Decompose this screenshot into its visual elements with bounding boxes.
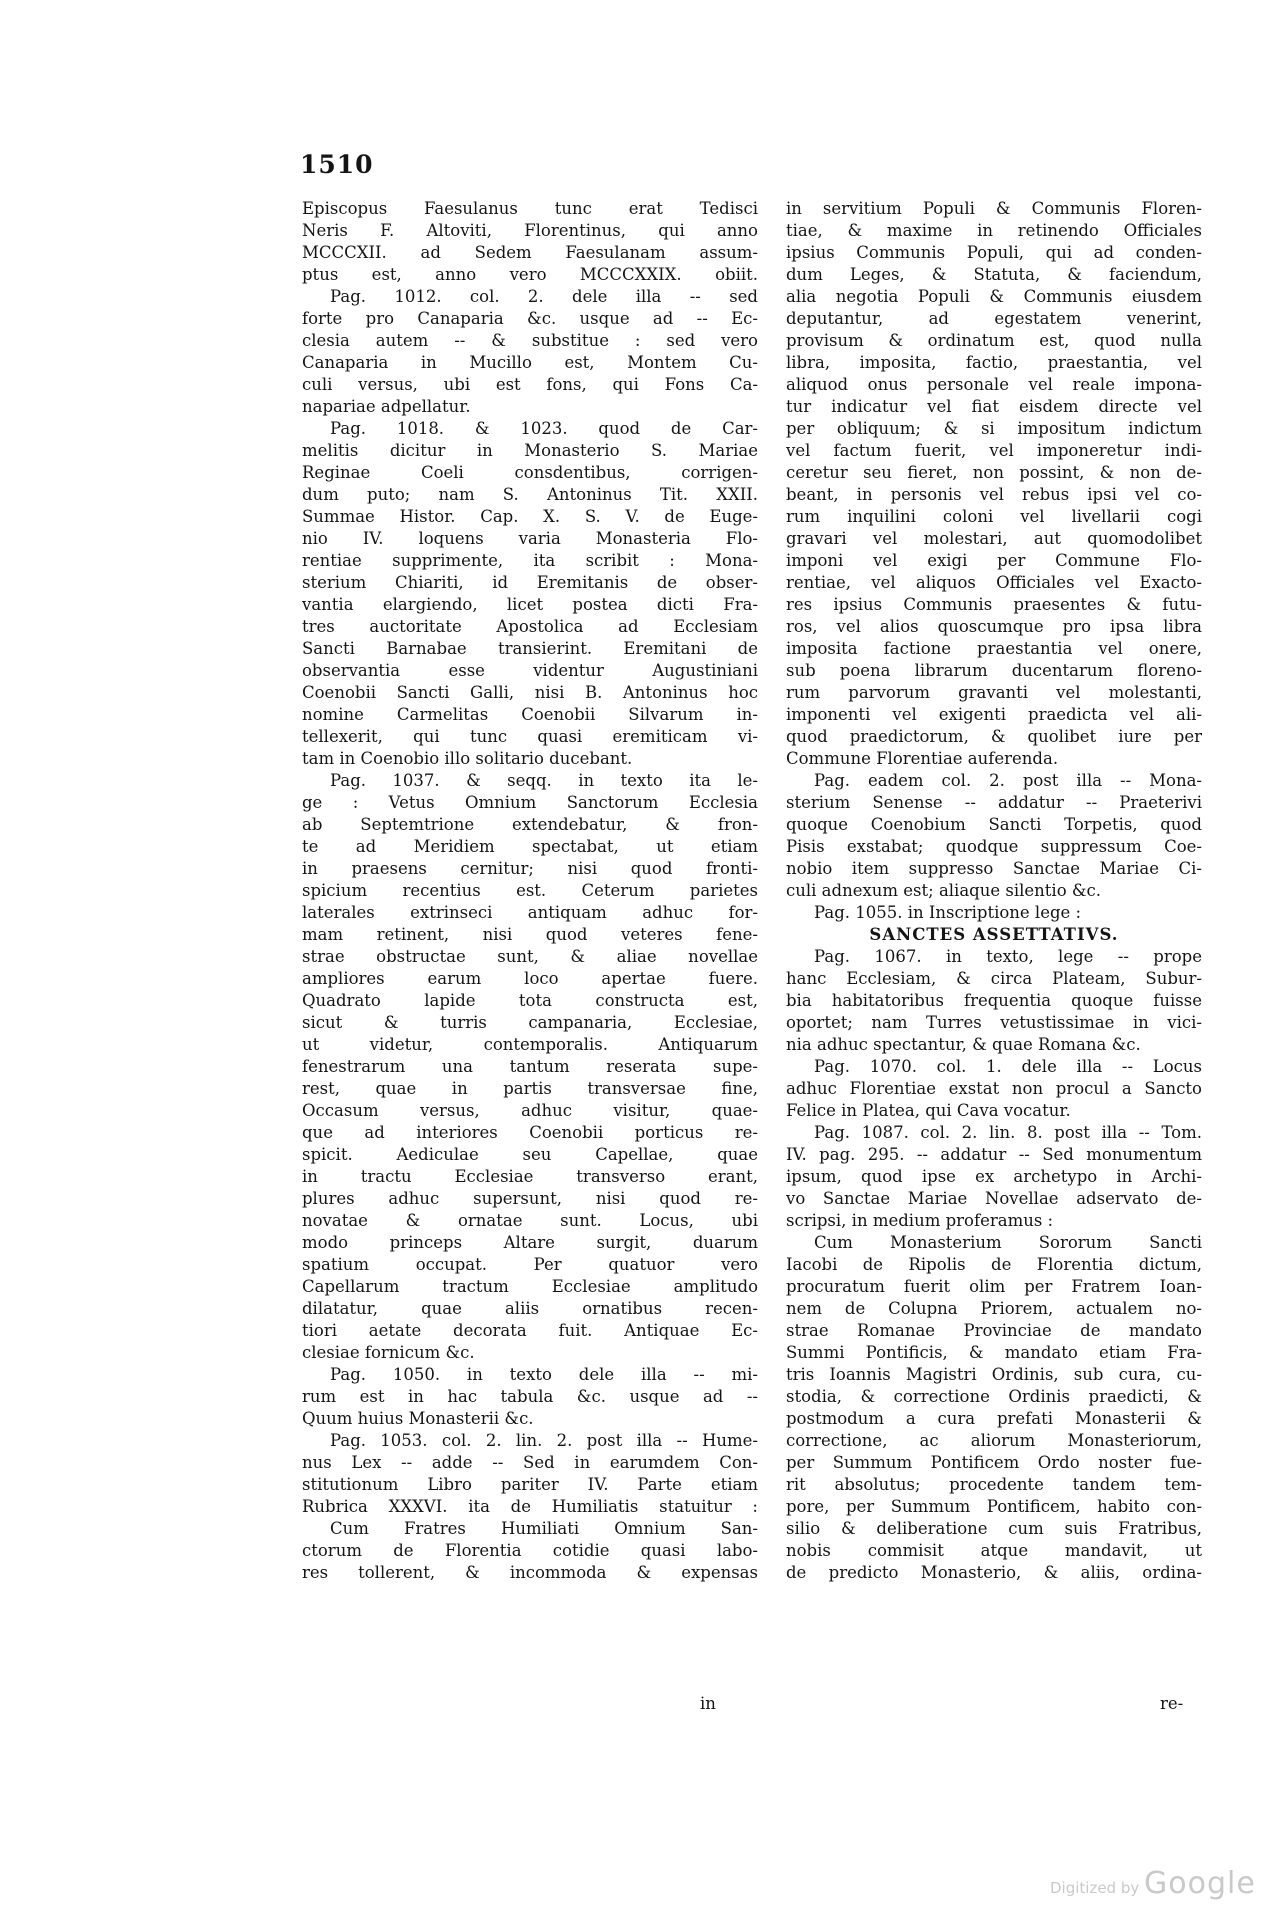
text-line: stitutionum Libro pariter IV. Parte etiam: [302, 1475, 758, 1494]
text-line: ros, vel alios quoscumque pro ipsa libra: [786, 617, 1202, 636]
text-line: Pag. 1067. in texto, lege -- prope: [814, 947, 1202, 966]
text-line: silio & deliberatione cum suis Fratribus,: [786, 1519, 1202, 1538]
text-line: tiae, & maxime in retinendo Officiales: [786, 221, 1202, 240]
text-line: ptus est, anno vero MCCCXXIX. obiit.: [302, 265, 758, 284]
text-line: culi adnexum est; aliaque silentio &c.: [786, 881, 1102, 900]
text-line: observantia esse videntur Augustiniani: [302, 661, 758, 680]
text-line: rit absolutus; procedente tandem tem-: [786, 1475, 1202, 1494]
text-line: ab Septemtrione extendebatur, & fron-: [302, 815, 758, 834]
text-line: ctorum de Florentia cotidie quasi labo-: [302, 1541, 758, 1560]
text-line: tur indicatur vel fiat eisdem directe vel: [786, 397, 1202, 416]
text-line: laterales extrinseci antiquam adhuc for-: [302, 903, 758, 922]
text-line: libra, imposita, factio, praestantia, vel: [786, 353, 1202, 372]
text-line: imposita factione praestantia vel onere,: [786, 639, 1202, 658]
text-line: rentiae, vel aliquos Officiales vel Exacto-: [786, 573, 1202, 592]
text-line: rum parvorum gravanti vel molestanti,: [786, 683, 1202, 702]
text-line: Quadrato lapide tota constructa est,: [302, 991, 758, 1010]
text-line: te ad Meridiem spectabat, ut etiam: [302, 837, 758, 856]
text-line: stodia, & correctione Ordinis praedicti, &: [786, 1387, 1202, 1406]
text-line: adhuc Florentiae exstat non procul a Sancto: [786, 1079, 1202, 1098]
text-line: in praesens cernitur; nisi quod fronti-: [302, 859, 758, 878]
text-line: ipsum, quod ipse ex archetypo in Archi-: [786, 1167, 1202, 1186]
text-line: nomine Carmelitas Coenobii Silvarum in-: [302, 705, 758, 724]
text-line: IV. pag. 295. -- addatur -- Sed monumentum: [786, 1145, 1202, 1164]
text-line: Coenobii Sancti Galli, nisi B. Antoninus hoc: [302, 683, 758, 702]
text-line: quoque Coenobium Sancti Torpetis, quod: [786, 815, 1202, 834]
digitized-watermark: [1050, 1866, 1256, 1901]
text-line: spatium occupat. Per quatuor vero: [302, 1255, 758, 1274]
text-line: strae Romanae Provinciae de mandato: [786, 1321, 1202, 1340]
text-line: provisum & ordinatum est, quod nulla: [786, 331, 1202, 350]
text-line: alia negotia Populi & Communis eiusdem: [786, 287, 1202, 306]
text-line: nobio item suppresso Sanctae Mariae Ci-: [786, 859, 1202, 878]
text-line: per obliquum; & si impositum indictum: [786, 419, 1202, 438]
text-line: Pag. 1037. & seqq. in texto ita le-: [330, 771, 758, 790]
text-line: Rubrica XXXVI. ita de Humiliatis statuitur :: [302, 1497, 758, 1516]
text-line: Canaparia in Mucillo est, Montem Cu-: [302, 353, 758, 372]
text-line: melitis dicitur in Monasterio S. Mariae: [302, 441, 758, 460]
text-line: SANCTES ASSETTATIVS.: [869, 925, 1119, 944]
text-line: Pag. 1053. col. 2. lin. 2. post illa -- Hume-: [330, 1431, 758, 1450]
text-line: Commune Florentiae auferenda.: [786, 749, 1059, 768]
text-line: spicit. Aediculae seu Capellae, quae: [302, 1145, 758, 1164]
text-line: oportet; nam Turres vetustissimae in vici-: [786, 1013, 1202, 1032]
text-line: imponi vel exigi per Commune Flo-: [786, 551, 1202, 570]
text-line: tam in Coenobio illo solitario ducebant.: [302, 749, 633, 768]
text-line: Summae Histor. Cap. X. S. V. de Euge-: [302, 507, 758, 526]
text-line: culi versus, ubi est fons, qui Fons Ca-: [302, 375, 758, 394]
text-line: Sancti Barnabae transierint. Eremitani de: [302, 639, 758, 658]
text-line: nia adhuc spectantur, & quae Romana &c.: [786, 1035, 1141, 1054]
text-line: fenestrarum una tantum reserata supe-: [302, 1057, 758, 1076]
text-line: MCCCXII. ad Sedem Faesulanam assum-: [302, 243, 758, 262]
text-line: rest, quae in partis transversae fine,: [302, 1079, 758, 1098]
text-line: tres auctoritate Apostolica ad Ecclesiam: [302, 617, 758, 636]
text-line: nem de Colupna Priorem, actualem no-: [786, 1299, 1202, 1318]
text-line: ceretur seu fieret, non possint, & non de-: [786, 463, 1202, 482]
text-line: Pag. eadem col. 2. post illa -- Mona-: [814, 771, 1202, 790]
text-line: novatae & ornatae sunt. Locus, ubi: [302, 1211, 758, 1230]
text-line: Pag. 1070. col. 1. dele illa -- Locus: [814, 1057, 1202, 1076]
text-line: sub poena librarum ducentarum floreno-: [786, 661, 1202, 680]
text-line: Pag. 1012. col. 2. dele illa -- sed: [330, 287, 758, 306]
text-line: de predicto Monasterio, & aliis, ordina-: [786, 1563, 1202, 1582]
text-line: Reginae Coeli consdentibus, corrigen-: [302, 463, 758, 482]
text-line: ut videtur, contemporalis. Antiquarum: [302, 1035, 758, 1054]
text-line: clesiae fornicum &c.: [302, 1343, 475, 1362]
text-line: Capellarum tractum Ecclesiae amplitudo: [302, 1277, 758, 1296]
watermark-small-text: Digitized by: [1050, 1879, 1140, 1897]
text-line: tris Ioannis Magistri Ordinis, sub cura, cu-: [786, 1365, 1202, 1384]
text-line: Pag. 1055. in Inscriptione lege :: [814, 903, 1082, 922]
text-line: rum inquilini coloni vel livellarii cogi: [786, 507, 1202, 526]
text-line: rum est in hac tabula &c. usque ad --: [302, 1387, 758, 1406]
text-line: Pag. 1018. & 1023. quod de Car-: [330, 419, 758, 438]
watermark-logo-text: Google: [1144, 1866, 1256, 1901]
text-line: res tollerent, & incommoda & expensas: [302, 1563, 758, 1582]
left-column: [302, 198, 758, 1584]
text-line: Felice in Platea, qui Cava vocatur.: [786, 1101, 1071, 1120]
text-line: sterium Chiariti, id Eremitanis de obser-: [302, 573, 758, 592]
text-line: Quum huius Monasterii &c.: [302, 1409, 534, 1428]
text-line: sicut & turris campanaria, Ecclesiae,: [302, 1013, 758, 1032]
text-line: sterium Senense -- addatur -- Praeterivi: [786, 793, 1202, 812]
text-line: deputantur, ad egestatem venerint,: [786, 309, 1202, 328]
text-line: clesia autem -- & substitue : sed vero: [302, 331, 758, 350]
text-line: vel factum fuerit, vel imponeretur indi-: [786, 441, 1202, 460]
text-line: Iacobi de Ripolis de Florentia dictum,: [786, 1255, 1202, 1274]
text-line: dum puto; nam S. Antoninus Tit. XXII.: [302, 485, 758, 504]
text-line: Occasum versus, adhuc visitur, quae-: [302, 1101, 758, 1120]
right-column: [786, 198, 1202, 1584]
text-line: nobis commisit atque mandavit, ut: [786, 1541, 1202, 1560]
text-line: in servitium Populi & Communis Floren-: [786, 199, 1202, 218]
text-line: Neris F. Altoviti, Florentinus, qui anno: [302, 221, 758, 240]
text-line: mam retinent, nisi quod veteres fene-: [302, 925, 758, 944]
text-line: Summi Pontificis, & mandato etiam Fra-: [786, 1343, 1202, 1362]
text-line: ipsius Communis Populi, qui ad conden-: [786, 243, 1202, 262]
text-line: dum Leges, & Statuta, & faciendum,: [786, 265, 1202, 284]
text-line: ge : Vetus Omnium Sanctorum Ecclesia: [302, 793, 758, 812]
text-line: dilatatur, quae aliis ornatibus recen-: [302, 1299, 758, 1318]
text-line: vantia elargiendo, licet postea dicti Fra-: [302, 595, 758, 614]
text-line: beant, in personis vel rebus ipsi vel co-: [786, 485, 1202, 504]
text-line: gravari vel molestari, aut quomodolibet: [786, 529, 1202, 548]
text-line: pore, per Summum Pontificem, habito con-: [786, 1497, 1202, 1516]
catchword-left: in: [700, 1694, 716, 1713]
text-line: Pag. 1050. in texto dele illa -- mi-: [330, 1365, 758, 1384]
text-line: plures adhuc supersunt, nisi quod re-: [302, 1189, 758, 1208]
text-line: hanc Ecclesiam, & circa Plateam, Subur-: [786, 969, 1202, 988]
text-line: res ipsius Communis praesentes & futu-: [786, 595, 1202, 614]
text-line: tiori aetate decorata fuit. Antiquae Ec-: [302, 1321, 758, 1340]
text-line: imponenti vel exigenti praedicta vel ali-: [786, 705, 1202, 724]
text-line: strae obstructae sunt, & aliae novellae: [302, 947, 758, 966]
text-line: napariae adpellatur.: [302, 397, 471, 416]
text-line: per Summum Pontificem Ordo noster fue-: [786, 1453, 1202, 1472]
catchword-right: re-: [1160, 1694, 1184, 1713]
text-line: correctione, ac aliorum Monasteriorum,: [786, 1431, 1202, 1450]
text-line: rentiae supprimente, ita scribit : Mona-: [302, 551, 758, 570]
text-line: vo Sanctae Mariae Novellae adservato de-: [786, 1189, 1202, 1208]
text-line: aliquod onus personale vel reale impona-: [786, 375, 1202, 394]
text-line: Cum Fratres Humiliati Omnium San-: [330, 1519, 758, 1538]
text-line: Pag. 1087. col. 2. lin. 8. post illa -- Tom.: [814, 1123, 1202, 1142]
text-line: que ad interiores Coenobii porticus re-: [302, 1123, 758, 1142]
text-line: modo princeps Altare surgit, duarum: [302, 1233, 758, 1252]
text-line: Cum Monasterium Sororum Sancti: [814, 1233, 1202, 1252]
text-line: postmodum a cura prefati Monasterii &: [786, 1409, 1202, 1428]
text-line: Pisis exstabat; quodque suppressum Coe-: [786, 837, 1202, 856]
text-line: in tractu Ecclesiae transverso erant,: [302, 1167, 758, 1186]
text-line: procuratum fuerit olim per Fratrem Ioan-: [786, 1277, 1202, 1296]
text-line: bia habitatoribus frequentia quoque fuisse: [786, 991, 1202, 1010]
page-number: 1510: [300, 150, 374, 179]
text-line: tellexerit, qui tunc quasi eremiticam vi-: [302, 727, 758, 746]
text-line: forte pro Canaparia &c. usque ad -- Ec-: [302, 309, 758, 328]
text-line: scripsi, in medium proferamus :: [786, 1211, 1054, 1230]
text-line: ampliores earum loco apertae fuere.: [302, 969, 758, 988]
text-line: quod praedictorum, & quolibet iure per: [786, 727, 1202, 746]
text-line: nus Lex -- adde -- Sed in earumdem Con-: [302, 1453, 758, 1472]
text-line: Episcopus Faesulanus tunc erat Tedisci: [302, 199, 758, 218]
text-line: nio IV. loquens varia Monasteria Flo-: [302, 529, 758, 548]
text-line: spicium recentius est. Ceterum parietes: [302, 881, 758, 900]
